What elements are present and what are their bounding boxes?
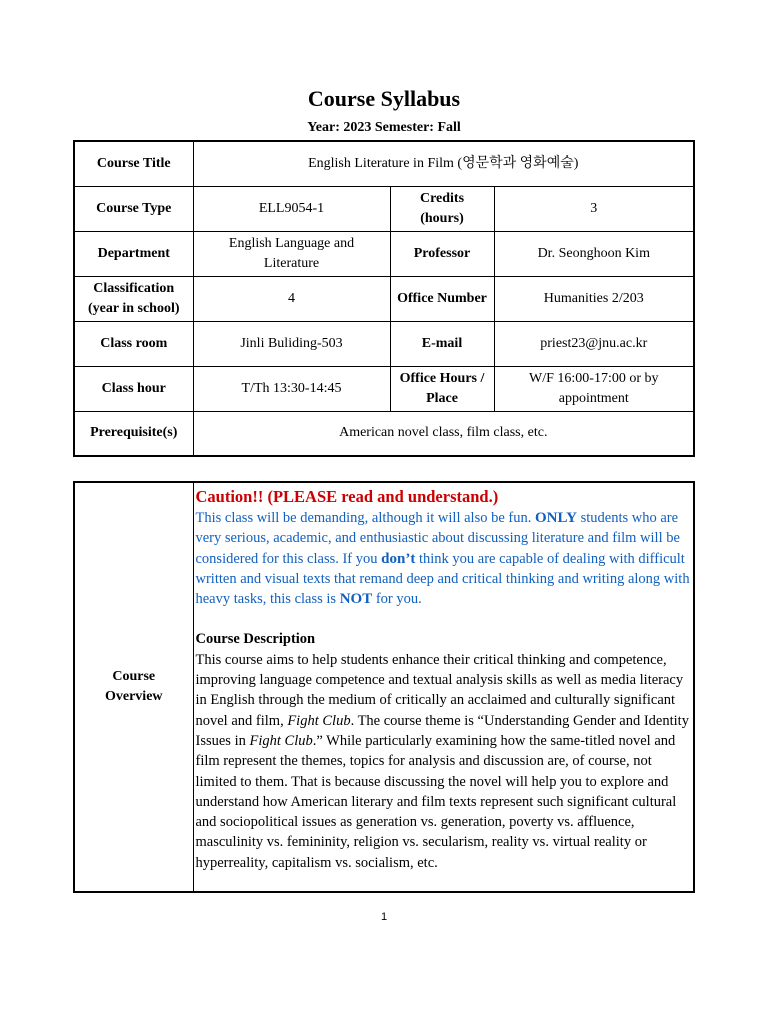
department-value-line2: Literature xyxy=(263,255,320,271)
email-label: E-mail xyxy=(390,321,494,366)
description-italic-title-1: Fight Club xyxy=(287,712,351,729)
department-value xyxy=(193,231,390,276)
caution-not-emphasis: NOT xyxy=(339,591,373,608)
course-title-label: Course Title xyxy=(74,141,193,186)
caution-title: Caution!! (PLEASE read and understand.) xyxy=(195,487,499,506)
class-hour-label: Class hour xyxy=(74,366,193,411)
classification-value: 4 xyxy=(193,276,390,321)
prerequisite-value: American novel class, film class, etc. xyxy=(193,411,694,456)
caution-dont-emphasis: don’t xyxy=(381,550,416,567)
department-value-line1: English Language and xyxy=(228,235,355,251)
class-hour-value: T/Th 13:30-14:45 xyxy=(193,366,390,411)
course-description-text xyxy=(196,650,692,873)
caution-text-part3: think you are capable of dealing with difficult written and visual texts that remand deep and critical thinking and writing along with heavy tasks, this class is xyxy=(195,550,690,608)
overview-label-line2: Overview xyxy=(104,689,163,704)
overview-label-line1: Course xyxy=(112,669,156,684)
prerequisite-label: Prerequisite(s) xyxy=(74,411,193,456)
professor-label: Professor xyxy=(390,231,494,276)
classification-label-line2: (year in school) xyxy=(87,300,180,316)
table-row xyxy=(74,276,694,321)
table-row xyxy=(74,231,694,276)
office-hours-label xyxy=(390,366,494,411)
office-number-value: Humanities 2/203 xyxy=(494,276,694,321)
credits-label xyxy=(390,186,494,231)
table-row xyxy=(74,141,694,186)
course-type-value: ELL9054-1 xyxy=(193,186,390,231)
page-title: Course Syllabus xyxy=(307,86,461,111)
table-row xyxy=(74,366,694,411)
course-info-table xyxy=(73,140,695,457)
caution-only-emphasis: ONLY xyxy=(535,510,577,526)
description-part2: . The course theme is “Understanding Gender and Identity Issues in xyxy=(195,712,689,749)
caution-text-part2: students who are very serious, academic, and enthusiastic about discussing literature and film will be considered for this class. If you xyxy=(195,510,680,567)
credits-label-line2: (hours) xyxy=(420,210,464,226)
year-semester: Year: 2023 Semester: Fall xyxy=(307,120,461,135)
table-row xyxy=(74,411,694,456)
course-type-label: Course Type xyxy=(74,186,193,231)
credits-value: 3 xyxy=(494,186,694,231)
office-hours-label-line2: Place xyxy=(426,390,458,406)
page-number: 1 xyxy=(380,911,388,923)
office-hours-value-line2: appointment xyxy=(558,390,629,406)
office-hours-value xyxy=(494,366,694,411)
caution-text-part1: This class will be demanding, although it will also be fun. xyxy=(195,510,535,526)
course-overview-content xyxy=(193,482,694,892)
classification-label-line1: Classification xyxy=(93,280,175,296)
table-row xyxy=(74,482,694,892)
description-part1: This course aims to help students enhance their critical thinking and competence, improving language competence and textual analysis skills as well as media literacy in English through the medium of critically an acclaimed and culturally significant novel and film, xyxy=(195,651,684,729)
office-number-label: Office Number xyxy=(390,276,494,321)
caution-text-part4: for you. xyxy=(372,591,422,608)
classroom-value: Jinli Buliding-503 xyxy=(193,321,390,366)
course-title-value: English Literature in Film (영문학과 영화예술) xyxy=(193,141,694,186)
table-row xyxy=(74,321,694,366)
course-overview-table xyxy=(73,481,695,893)
table-row xyxy=(74,186,694,231)
description-italic-title-2: Fight Club xyxy=(249,732,313,749)
caution-text xyxy=(196,508,692,609)
email-value[interactable]: priest23@jnu.ac.kr xyxy=(494,321,694,366)
course-overview-label xyxy=(74,482,193,892)
spacer xyxy=(196,609,692,629)
office-hours-value-line1: W/F 16:00-17:00 or by xyxy=(529,370,659,386)
office-hours-label-line1: Office Hours / xyxy=(399,370,485,386)
classroom-label: Class room xyxy=(74,321,193,366)
department-label: Department xyxy=(74,231,193,276)
course-description-title: Course Description xyxy=(195,631,316,648)
classification-label xyxy=(74,276,193,321)
description-part3: .” While particularly examining how the same-titled novel and film represent the themes, topics for analysis and discussion are, of course, not limited to them. That is because discussing the novel will help you to explore and understand how American literary and film texts represent such significant cultural and sociopolitical issues as generation vs. generation, poverty vs. affluence, masculinity vs. femininity, religion vs. secularism, reality vs. virtual reality or hyperreality, capitalism vs. socialism, etc. xyxy=(195,732,677,871)
professor-value: Dr. Seonghoon Kim xyxy=(494,231,694,276)
credits-label-line1: Credits xyxy=(419,190,465,206)
